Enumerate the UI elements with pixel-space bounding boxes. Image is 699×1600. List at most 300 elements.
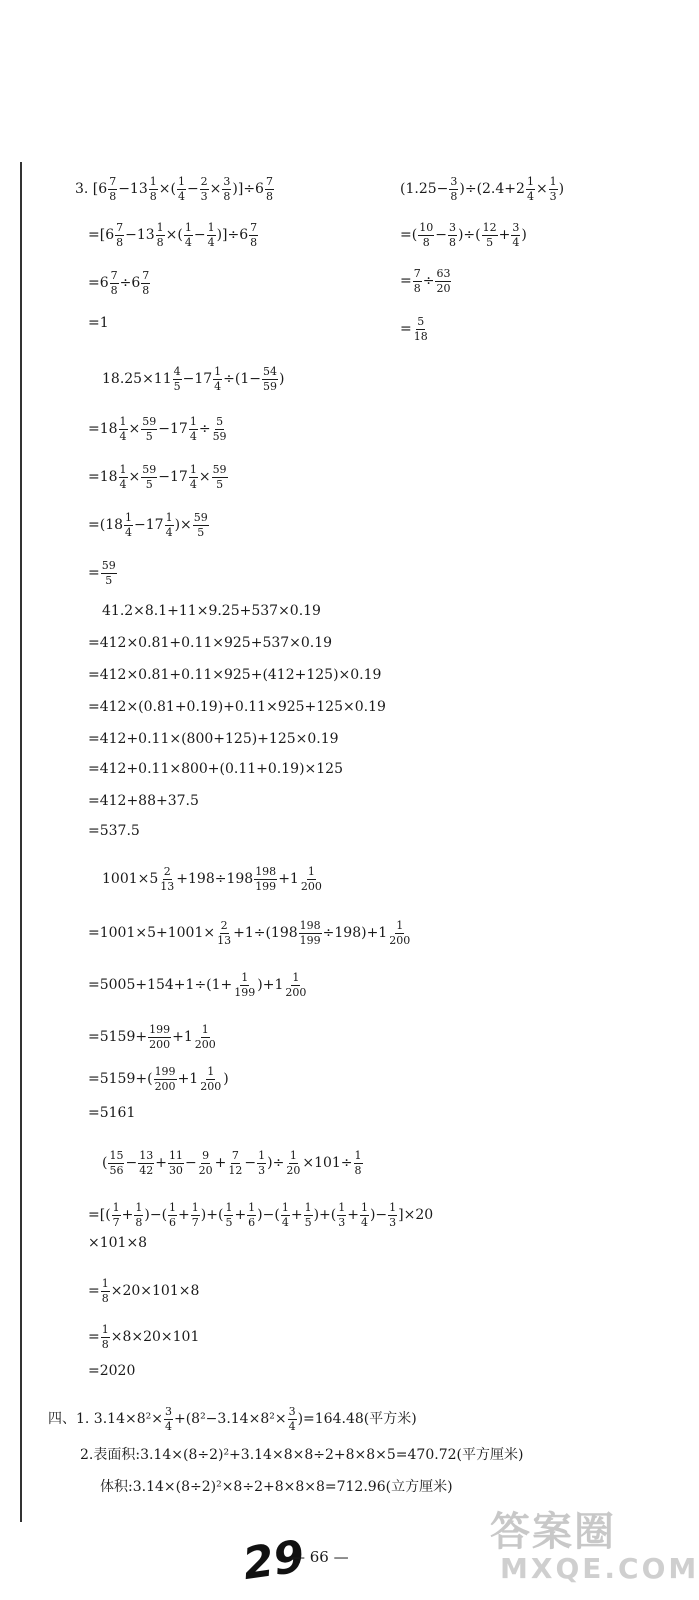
fraction-denominator: 5 bbox=[105, 573, 113, 587]
formula-text: + bbox=[178, 1207, 190, 1224]
solution-line bbox=[88, 464, 229, 490]
fraction bbox=[173, 366, 182, 392]
fraction bbox=[165, 512, 174, 538]
fraction-numerator: 1 bbox=[526, 175, 534, 188]
fraction-denominator: 8 bbox=[101, 1337, 109, 1351]
fraction bbox=[418, 222, 434, 248]
fraction-denominator: 8 bbox=[265, 189, 273, 203]
formula-text: )+( bbox=[313, 1207, 337, 1224]
formula-text: − bbox=[186, 181, 199, 198]
fraction-denominator: 56 bbox=[109, 1163, 124, 1177]
formula-text: =[6 bbox=[88, 227, 115, 244]
fraction-numerator: 1 bbox=[184, 221, 192, 234]
fraction-numerator: 1 bbox=[101, 1277, 109, 1290]
fraction bbox=[154, 1066, 177, 1092]
fraction-denominator: 5 bbox=[216, 477, 224, 491]
formula-text: =412+88+37.5 bbox=[88, 793, 199, 809]
fraction-numerator: 1 bbox=[149, 175, 157, 188]
fraction bbox=[413, 268, 422, 294]
formula-text: )÷( bbox=[457, 227, 481, 244]
fraction-numerator: 1 bbox=[125, 511, 133, 524]
fraction-numerator: 3 bbox=[450, 175, 458, 188]
fraction-numerator: 15 bbox=[109, 1149, 124, 1162]
fraction-denominator: 8 bbox=[223, 189, 231, 203]
fraction-denominator: 20 bbox=[436, 281, 451, 295]
fraction-numerator: 59 bbox=[142, 463, 157, 476]
formula-text: =[( bbox=[88, 1207, 111, 1224]
formula-text: =1001×5+1001× bbox=[88, 925, 216, 942]
formula-text: + bbox=[214, 1155, 227, 1172]
fraction-numerator: 13 bbox=[139, 1149, 154, 1162]
fraction bbox=[254, 866, 277, 892]
solution-line bbox=[88, 1202, 433, 1228]
fraction bbox=[194, 1024, 217, 1050]
fraction-denominator: 59 bbox=[263, 379, 278, 393]
formula-text: 四、1. 3.14×8²× bbox=[48, 1411, 163, 1428]
formula-text: =5159+( bbox=[88, 1071, 153, 1088]
fraction-denominator: 3 bbox=[338, 1215, 346, 1229]
fraction bbox=[207, 222, 216, 248]
formula-text: + bbox=[498, 227, 511, 244]
formula-text: +(8²−3.14×8²× bbox=[173, 1411, 287, 1428]
fraction-numerator: 2 bbox=[220, 919, 228, 932]
formula-text: =5159+ bbox=[88, 1029, 148, 1046]
fraction-denominator: 8 bbox=[149, 189, 157, 203]
fraction bbox=[164, 1406, 173, 1432]
fraction-numerator: 3 bbox=[512, 221, 520, 234]
page-number: — 66 — bbox=[290, 1548, 349, 1566]
fraction bbox=[257, 1150, 266, 1176]
fraction-numerator: 7 bbox=[231, 1149, 239, 1162]
formula-text: ( bbox=[102, 1155, 108, 1172]
fraction bbox=[199, 1066, 222, 1092]
fraction-numerator: 63 bbox=[436, 267, 451, 280]
fraction-numerator: 1 bbox=[191, 1201, 199, 1214]
formula-text: ×20×101×8 bbox=[110, 1283, 200, 1300]
fraction-denominator: 4 bbox=[526, 189, 534, 203]
fraction-denominator: 4 bbox=[288, 1419, 296, 1433]
fraction bbox=[168, 1150, 184, 1176]
fraction bbox=[435, 268, 451, 294]
solution-line bbox=[88, 700, 386, 714]
fraction-denominator: 8 bbox=[156, 235, 164, 249]
fraction bbox=[141, 270, 150, 296]
formula-text: =412×0.81+0.11×925+(412+125)×0.19 bbox=[88, 667, 382, 683]
fraction-numerator: 1 bbox=[360, 1201, 368, 1214]
fraction bbox=[148, 1024, 171, 1050]
fraction bbox=[413, 316, 429, 342]
fraction-numerator: 1 bbox=[304, 1201, 312, 1214]
fraction-denominator: 4 bbox=[165, 525, 173, 539]
formula-text: ×8×20×101 bbox=[110, 1329, 200, 1346]
fraction-denominator: 8 bbox=[142, 283, 150, 297]
formula-text: = bbox=[88, 1329, 100, 1346]
formula-text: × bbox=[128, 421, 141, 438]
formula-text: − bbox=[435, 227, 447, 244]
fraction-denominator: 5 bbox=[173, 379, 181, 393]
fraction-numerator: 1 bbox=[281, 1201, 289, 1214]
formula-text: ×( bbox=[165, 227, 183, 244]
formula-text: )=164.48(平方米) bbox=[297, 1411, 417, 1428]
fraction-denominator: 8 bbox=[109, 189, 117, 203]
fraction-denominator: 13 bbox=[217, 933, 232, 947]
fraction bbox=[177, 176, 186, 202]
fraction-numerator: 10 bbox=[419, 221, 434, 234]
fraction bbox=[448, 222, 457, 248]
fraction bbox=[101, 1324, 110, 1350]
formula-text: ×101÷ bbox=[302, 1155, 353, 1172]
fraction bbox=[189, 464, 198, 490]
fraction-denominator: 4 bbox=[207, 235, 215, 249]
fraction-numerator: 1 bbox=[248, 1201, 256, 1214]
formula-text: ÷6 bbox=[119, 275, 141, 292]
formula-text: )÷ bbox=[267, 1155, 285, 1172]
fraction-denominator: 8 bbox=[135, 1215, 143, 1229]
solution-line bbox=[400, 316, 430, 342]
formula-text: + bbox=[234, 1207, 247, 1224]
fraction-numerator: 1 bbox=[241, 971, 249, 984]
solution-line bbox=[102, 1150, 364, 1176]
fraction-numerator: 1 bbox=[165, 511, 173, 524]
fraction-numerator: 2 bbox=[200, 175, 208, 188]
fraction bbox=[360, 1202, 369, 1228]
fraction bbox=[119, 464, 128, 490]
formula-text: ) bbox=[521, 227, 527, 244]
formula-text: =412+0.11×800+(0.11+0.19)×125 bbox=[88, 761, 343, 777]
formula-text: 3. [6 bbox=[75, 181, 108, 198]
formula-text: + bbox=[121, 1207, 134, 1224]
fraction bbox=[108, 1150, 124, 1176]
formula-text: −17 bbox=[134, 517, 164, 534]
fraction bbox=[222, 176, 231, 202]
formula-text: ÷ bbox=[422, 273, 435, 290]
formula-text: =412×(0.81+0.19)+0.11×925+125×0.19 bbox=[88, 699, 386, 715]
formula-text: − bbox=[184, 1155, 197, 1172]
fraction-numerator: 1 bbox=[189, 415, 197, 428]
fraction-denominator: 6 bbox=[248, 1215, 256, 1229]
fraction bbox=[141, 416, 157, 442]
fraction-denominator: 7 bbox=[191, 1215, 199, 1229]
formula-text: )+1 bbox=[257, 977, 284, 994]
fraction-denominator: 200 bbox=[200, 1079, 222, 1093]
watermark-small: MXQE.COM bbox=[500, 1552, 699, 1585]
fraction-denominator: 13 bbox=[160, 879, 175, 893]
formula-text: − bbox=[244, 1155, 257, 1172]
fraction-numerator: 1 bbox=[225, 1201, 233, 1214]
fraction-denominator: 200 bbox=[149, 1037, 171, 1051]
formula-text: +198÷198 bbox=[176, 871, 254, 888]
fraction bbox=[285, 1150, 301, 1176]
fraction bbox=[119, 416, 128, 442]
fraction-denominator: 5 bbox=[225, 1215, 233, 1229]
fraction-numerator: 7 bbox=[110, 269, 118, 282]
solution-line bbox=[400, 176, 564, 202]
fraction-denominator: 4 bbox=[189, 429, 197, 443]
fraction-denominator: 4 bbox=[281, 1215, 289, 1229]
formula-text: ÷198)+1 bbox=[322, 925, 388, 942]
formula-text: =537.5 bbox=[88, 823, 140, 839]
formula-text: × bbox=[535, 181, 548, 198]
fraction-numerator: 198 bbox=[299, 919, 321, 932]
fraction-numerator: 1 bbox=[177, 175, 185, 188]
formula-text: × bbox=[128, 469, 141, 486]
formula-text: −13 bbox=[125, 227, 155, 244]
solution-line bbox=[400, 222, 527, 248]
fraction bbox=[193, 512, 209, 538]
formula-text: ) bbox=[279, 371, 285, 388]
fraction bbox=[189, 416, 198, 442]
handwritten-number: 29 bbox=[239, 1530, 308, 1591]
solution-line bbox=[88, 1066, 229, 1092]
formula-text: 体积:3.14×(8÷2)²×8÷2+8×8×8=712.96(立方厘米) bbox=[100, 1479, 453, 1495]
formula-text: = bbox=[400, 321, 412, 338]
fraction-denominator: 200 bbox=[194, 1037, 216, 1051]
fraction-denominator: 4 bbox=[214, 379, 222, 393]
formula-text: )−( bbox=[144, 1207, 168, 1224]
solution-line bbox=[102, 604, 321, 618]
formula-text: +1 bbox=[177, 1071, 199, 1088]
fraction-numerator: 59 bbox=[212, 463, 227, 476]
fraction-numerator: 1 bbox=[156, 221, 164, 234]
fraction-denominator: 8 bbox=[250, 235, 258, 249]
fraction-numerator: 1 bbox=[201, 1023, 209, 1036]
fraction bbox=[288, 1406, 297, 1432]
fraction-denominator: 200 bbox=[285, 985, 307, 999]
fraction-denominator: 5 bbox=[145, 477, 153, 491]
fraction bbox=[156, 222, 165, 248]
fraction-numerator: 59 bbox=[193, 511, 208, 524]
fraction-denominator: 4 bbox=[360, 1215, 368, 1229]
watermark-big: 答案圈 bbox=[490, 1509, 616, 1555]
formula-text: =18 bbox=[88, 421, 118, 438]
formula-text: −17 bbox=[182, 371, 213, 388]
formula-text: =5005+154+1÷(1+ bbox=[88, 977, 233, 994]
solution-line bbox=[88, 316, 109, 330]
formula-text: = bbox=[400, 273, 412, 290]
fraction-denominator: 6 bbox=[169, 1215, 177, 1229]
solution-line bbox=[88, 732, 339, 746]
formula-text: ×( bbox=[158, 181, 176, 198]
fraction-denominator: 5 bbox=[486, 235, 494, 249]
fraction bbox=[159, 866, 175, 892]
formula-text: 2.表面积:3.14×(8÷2)²+3.14×8×8÷2+8×8×5=470.72(平方厘米) bbox=[80, 1447, 524, 1463]
fraction bbox=[138, 1150, 154, 1176]
fraction bbox=[526, 176, 535, 202]
left-margin-rule bbox=[20, 162, 22, 1522]
fraction-numerator: 3 bbox=[288, 1405, 296, 1418]
formula-text: =(18 bbox=[88, 517, 124, 534]
formula-text: −17 bbox=[158, 421, 188, 438]
formula-text: −13 bbox=[118, 181, 148, 198]
fraction bbox=[299, 920, 322, 946]
formula-text: =412+0.11×(800+125)+125×0.19 bbox=[88, 731, 339, 747]
fraction bbox=[184, 222, 193, 248]
fraction-numerator: 7 bbox=[142, 269, 150, 282]
fraction bbox=[482, 222, 498, 248]
fraction-numerator: 1 bbox=[112, 1201, 120, 1214]
fraction-numerator: 9 bbox=[202, 1149, 210, 1162]
formula-text: )]÷6 bbox=[216, 227, 249, 244]
fraction bbox=[168, 1202, 177, 1228]
fraction-numerator: 1 bbox=[549, 175, 557, 188]
fraction-numerator: 7 bbox=[116, 221, 124, 234]
watermark-logo bbox=[480, 1500, 699, 1596]
fraction bbox=[281, 1202, 290, 1228]
solution-line bbox=[400, 268, 452, 294]
fraction-numerator: 54 bbox=[263, 365, 278, 378]
solution-line bbox=[88, 1364, 135, 1378]
fraction-numerator: 1 bbox=[258, 1149, 266, 1162]
formula-text: 18.25×11 bbox=[102, 371, 172, 388]
fraction-denominator: 200 bbox=[300, 879, 322, 893]
fraction-numerator: 198 bbox=[255, 865, 277, 878]
formula-text: 41.2×8.1+11×9.25+537×0.19 bbox=[102, 603, 321, 619]
solution-line bbox=[100, 1480, 453, 1494]
fraction bbox=[262, 366, 278, 392]
fraction-numerator: 1 bbox=[135, 1201, 143, 1214]
solution-line bbox=[88, 920, 412, 946]
formula-text: )− bbox=[369, 1207, 388, 1224]
fraction-numerator: 1 bbox=[207, 221, 215, 234]
fraction bbox=[249, 222, 258, 248]
solution-line bbox=[88, 416, 229, 442]
fraction-numerator: 2 bbox=[163, 865, 171, 878]
fraction-denominator: 4 bbox=[184, 235, 192, 249]
fraction-denominator: 199 bbox=[299, 933, 321, 947]
fraction bbox=[110, 270, 119, 296]
solution-line bbox=[88, 794, 199, 808]
fraction-denominator: 200 bbox=[389, 933, 411, 947]
fraction-numerator: 1 bbox=[189, 463, 197, 476]
fraction-denominator: 4 bbox=[119, 429, 127, 443]
solution-line bbox=[88, 636, 332, 650]
fraction bbox=[212, 464, 228, 490]
fraction-denominator: 18 bbox=[413, 329, 428, 343]
fraction bbox=[191, 1202, 200, 1228]
fraction-numerator: 3 bbox=[223, 175, 231, 188]
solution-line bbox=[48, 1406, 417, 1432]
fraction-denominator: 8 bbox=[116, 235, 124, 249]
fraction-denominator: 4 bbox=[125, 525, 133, 539]
fraction bbox=[449, 176, 458, 202]
formula-text: ×101×8 bbox=[88, 1235, 148, 1251]
formula-text: =( bbox=[400, 227, 418, 244]
formula-text: ) bbox=[223, 1071, 229, 1088]
fraction-numerator: 1 bbox=[119, 415, 127, 428]
fraction-numerator: 59 bbox=[101, 559, 116, 572]
fraction-denominator: 59 bbox=[212, 429, 227, 443]
formula-text: ) bbox=[558, 181, 565, 198]
fraction bbox=[141, 464, 157, 490]
fraction bbox=[388, 1202, 397, 1228]
solution-line bbox=[88, 824, 140, 838]
fraction-numerator: 1 bbox=[214, 365, 222, 378]
solution-line bbox=[88, 560, 118, 586]
fraction-numerator: 3 bbox=[448, 221, 456, 234]
formula-text: )]÷6 bbox=[232, 181, 264, 198]
fraction-numerator: 7 bbox=[265, 175, 273, 188]
fraction bbox=[511, 222, 520, 248]
fraction-numerator: 7 bbox=[250, 221, 258, 234]
formula-text: ÷ bbox=[198, 421, 211, 438]
fraction bbox=[134, 1202, 143, 1228]
fraction-numerator: 1 bbox=[101, 1323, 109, 1336]
fraction-numerator: 1 bbox=[338, 1201, 346, 1214]
fraction bbox=[304, 1202, 313, 1228]
solution-line bbox=[80, 1448, 523, 1462]
fraction-denominator: 30 bbox=[168, 1163, 183, 1177]
fraction-numerator: 11 bbox=[168, 1149, 183, 1162]
fraction bbox=[224, 1202, 233, 1228]
formula-text: (1.25− bbox=[400, 181, 449, 198]
formula-text: = bbox=[88, 565, 100, 582]
fraction-denominator: 12 bbox=[228, 1163, 243, 1177]
solution-line bbox=[88, 222, 259, 248]
formula-text: )+( bbox=[200, 1207, 224, 1224]
fraction bbox=[198, 1150, 214, 1176]
fraction-denominator: 20 bbox=[198, 1163, 213, 1177]
formula-text: + bbox=[347, 1207, 359, 1224]
formula-text: =412×0.81+0.11×925+537×0.19 bbox=[88, 635, 333, 651]
fraction-denominator: 200 bbox=[154, 1079, 176, 1093]
fraction bbox=[265, 176, 274, 202]
formula-text: × bbox=[198, 469, 211, 486]
formula-text: )÷(2.4+2 bbox=[459, 181, 525, 198]
fraction-denominator: 4 bbox=[177, 189, 185, 203]
fraction bbox=[124, 512, 133, 538]
fraction-denominator: 199 bbox=[234, 985, 256, 999]
formula-text: =2020 bbox=[88, 1363, 136, 1379]
fraction-numerator: 5 bbox=[417, 315, 425, 328]
formula-text: +1 bbox=[172, 1029, 193, 1046]
fraction bbox=[337, 1202, 346, 1228]
fraction bbox=[247, 1202, 256, 1228]
fraction-denominator: 8 bbox=[101, 1291, 109, 1305]
fraction bbox=[101, 1278, 110, 1304]
fraction-denominator: 4 bbox=[512, 235, 520, 249]
fraction-numerator: 5 bbox=[216, 415, 224, 428]
fraction-numerator: 7 bbox=[413, 267, 421, 280]
fraction bbox=[300, 866, 323, 892]
formula-text: )−( bbox=[257, 1207, 280, 1224]
fraction bbox=[212, 416, 228, 442]
fraction bbox=[284, 972, 307, 998]
fraction bbox=[216, 920, 232, 946]
fraction bbox=[115, 222, 124, 248]
fraction-denominator: 4 bbox=[164, 1419, 172, 1433]
fraction-numerator: 12 bbox=[482, 221, 497, 234]
solution-line bbox=[88, 1278, 199, 1304]
formula-text: =1 bbox=[88, 315, 109, 331]
fraction-denominator: 8 bbox=[450, 189, 458, 203]
fraction-denominator: 5 bbox=[197, 525, 205, 539]
fraction-numerator: 59 bbox=[142, 415, 157, 428]
solution-line bbox=[102, 366, 284, 392]
fraction-denominator: 8 bbox=[413, 281, 421, 295]
fraction-numerator: 1 bbox=[292, 971, 300, 984]
fraction-denominator: 3 bbox=[549, 189, 557, 203]
formula-text: + bbox=[155, 1155, 167, 1172]
formula-text: + bbox=[290, 1207, 303, 1224]
fraction-numerator: 4 bbox=[173, 365, 181, 378]
fraction-numerator: 1 bbox=[289, 1149, 297, 1162]
solution-line bbox=[88, 668, 381, 682]
fraction-numerator: 1 bbox=[307, 865, 315, 878]
formula-text: =5161 bbox=[88, 1105, 136, 1121]
fraction-numerator: 199 bbox=[149, 1023, 171, 1036]
fraction-denominator: 8 bbox=[448, 235, 456, 249]
fraction bbox=[233, 972, 256, 998]
